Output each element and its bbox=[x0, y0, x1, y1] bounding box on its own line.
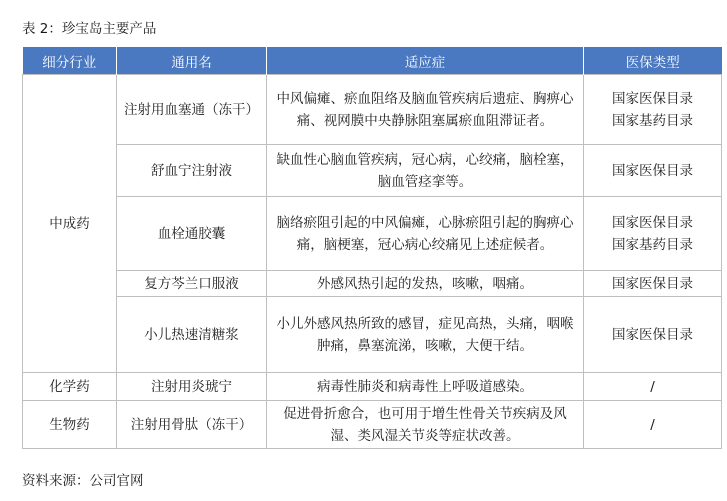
product-indication: 促进骨折愈合，也可用于增生性骨关节疾病及风湿、类风湿关节炎等症状改善。 bbox=[267, 401, 584, 449]
product-indication: 脑络瘀阻引起的中风偏瘫，心脉瘀阻引起的胸痹心痛，脑梗塞，冠心病心绞痛见上述症候者。 bbox=[267, 197, 584, 271]
header-insurance: 医保类型 bbox=[584, 47, 722, 75]
table-row bbox=[23, 373, 722, 401]
product-insurance bbox=[584, 373, 722, 401]
product-name: 注射用炎琥宁 bbox=[117, 373, 267, 401]
table-row bbox=[23, 271, 722, 297]
table-row bbox=[23, 145, 722, 197]
table-row bbox=[23, 401, 722, 449]
product-table bbox=[22, 47, 722, 449]
category-cell: 化学药 bbox=[23, 373, 117, 401]
header-name: 通用名 bbox=[117, 47, 267, 75]
product-indication: 缺血性心脑血管疾病，冠心病，心绞痛，脑栓塞，脑血管痉挛等。 bbox=[267, 145, 584, 197]
header-indication: 适应症 bbox=[267, 47, 584, 75]
category-cell: 中成药 bbox=[23, 75, 117, 373]
insurance-item: / bbox=[650, 416, 655, 433]
product-indication: 外感风热引起的发热，咳嗽，咽痛。 bbox=[267, 271, 584, 297]
product-indication: 中风偏瘫、瘀血阻络及脑血管疾病后遗症、胸痹心痛、视网膜中央静脉阻塞属瘀血阻滞证者。 bbox=[267, 75, 584, 145]
table-row bbox=[23, 197, 722, 271]
product-insurance bbox=[584, 271, 722, 297]
product-name: 复方芩兰口服液 bbox=[117, 271, 267, 297]
product-name: 舒血宁注射液 bbox=[117, 145, 267, 197]
category-cell: 生物药 bbox=[23, 401, 117, 449]
product-insurance bbox=[584, 297, 722, 373]
product-insurance bbox=[584, 197, 722, 271]
insurance-item: 国家医保目录 bbox=[612, 162, 693, 179]
product-name: 注射用血塞通（冻干） bbox=[117, 75, 267, 145]
product-name: 血栓通胶囊 bbox=[117, 197, 267, 271]
source-note: 资料来源：公司官网 bbox=[22, 473, 144, 489]
header-category: 细分行业 bbox=[23, 47, 117, 75]
insurance-item: 国家医保目录 bbox=[612, 326, 693, 343]
product-name: 注射用骨肽（冻干） bbox=[117, 401, 267, 449]
insurance-item: / bbox=[650, 378, 655, 395]
table-caption: 表 2：珍宝岛主要产品 bbox=[22, 21, 157, 37]
product-insurance bbox=[584, 401, 722, 449]
insurance-item: 国家基药目录 bbox=[612, 236, 693, 253]
product-indication: 小儿外感风热所致的感冒，症见高热，头痛，咽喉肿痛，鼻塞流涕，咳嗽，大便干结。 bbox=[267, 297, 584, 373]
product-insurance bbox=[584, 145, 722, 197]
table-row bbox=[23, 297, 722, 373]
insurance-item: 国家医保目录 bbox=[612, 90, 693, 107]
insurance-item: 国家医保目录 bbox=[612, 275, 693, 292]
product-name: 小儿热速清糖浆 bbox=[117, 297, 267, 373]
insurance-item: 国家医保目录 bbox=[612, 214, 693, 231]
product-indication: 病毒性肺炎和病毒性上呼吸道感染。 bbox=[267, 373, 584, 401]
product-insurance bbox=[584, 75, 722, 145]
table-header-row bbox=[23, 47, 722, 75]
table-row bbox=[23, 75, 722, 145]
insurance-item: 国家基药目录 bbox=[612, 112, 693, 129]
